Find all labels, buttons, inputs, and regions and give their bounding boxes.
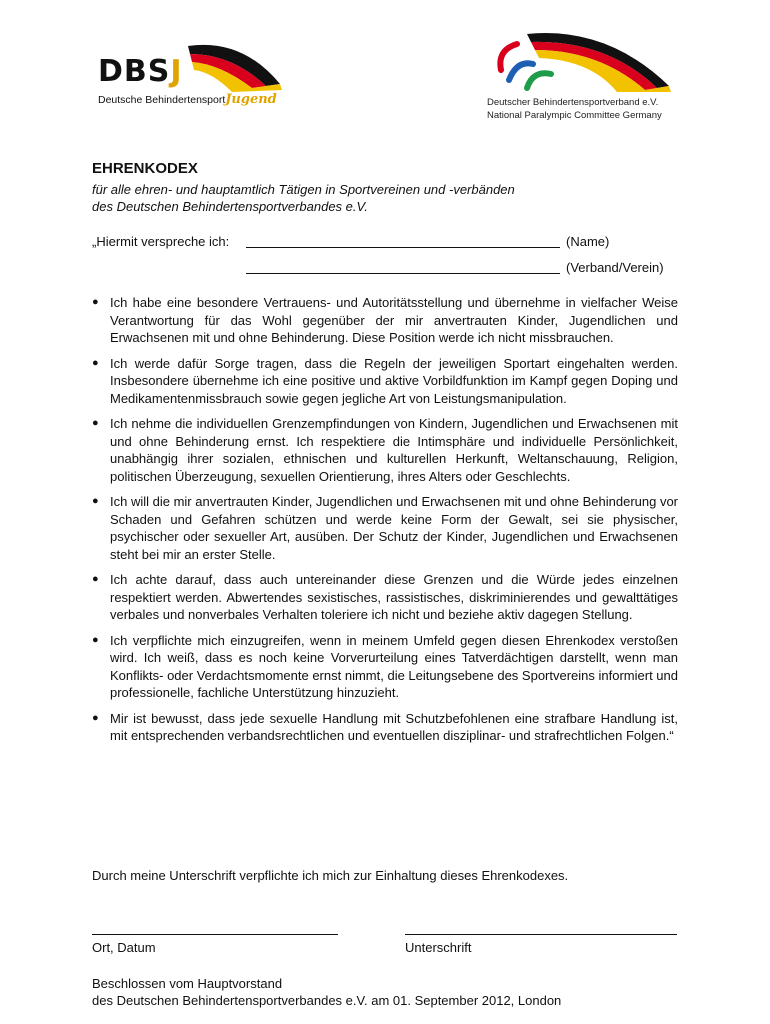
name-label: (Name) xyxy=(566,234,610,249)
name-field[interactable] xyxy=(246,247,560,248)
signature-field[interactable] xyxy=(405,934,677,935)
bullet-icon: ● xyxy=(92,573,99,585)
subtitle-line-1: für alle ehren- und hauptamtlich Tätigen in Sportvereinen und -verbänden xyxy=(92,182,515,197)
bullet-icon: ● xyxy=(92,495,99,507)
bullet-icon: ● xyxy=(92,417,99,429)
footer-line-1: Beschlossen vom Hauptvorstand xyxy=(92,976,283,991)
bullet-icon: ● xyxy=(92,711,99,724)
pledge-list xyxy=(92,294,678,753)
list-item: ● Ich nehme die individuellen Grenzempfindungen von Kindern, Jugendlichen und Erwachsenen mit und ohne Behinderung ernst. Ich respektiere die Intimsphäre und individuelle Persönlichkeit, unabhängig ihrer sozialen, ethnischen und kulturellen Herkunft, Weltanschauung, Religion, politischen Überzeugung, sexuellen Orientierung, ihres Alters oder Geschlechts. xyxy=(92,416,678,484)
dbs-name-de: Deutscher Behindertensportverband e.V. xyxy=(487,97,659,108)
dbsj-wordmark: DBSJ xyxy=(98,54,183,89)
bullet-icon: ● xyxy=(92,356,99,369)
bullet-icon: ● xyxy=(92,633,99,646)
subtitle-line-2: des Deutschen Behindertensportverbandes e.V. xyxy=(92,199,368,214)
list-item: ● Ich verpflichte mich einzugreifen, wenn in meinem Umfeld gegen diesen Ehrenkodex verstoßen wird. Ich weiß, dass es noch keine Vorverurteilung eines Tatverdächtigen darstellt, wenn man Konflikts- oder Verdachtsmomente ernst nimmt, die Leitungsebene des Sportvereins informiert und professionelle, fachliche Unterstützung hinzuzieht. xyxy=(92,632,678,700)
dbs-logo xyxy=(487,30,677,122)
list-item: ● Ich will die mir anvertrauten Kinder, Jugendlichen und Erwachsenen mit und ohne Behinderung vor Schaden und Gefahren schützen und werde keine Form der Gewalt, sei sie physischer, psychischer oder sexueller Art, ausüben. Der Schutz der Kinder, Jugendlichen und Erwachsenen steht bei mir an erster Stelle. xyxy=(92,494,679,562)
list-item: ● Ich achte darauf, dass auch untereinander diese Grenzen und die Würde jedes einzelnen respektiert werden. Abwertendes sexistisches, rassistisches, diskriminierendes und gewalttätiges verbales und nonverbales Verhalten toleriere ich nicht und beziehe aktiv dagegen Stellung. xyxy=(92,572,678,622)
dbs-name xyxy=(487,96,662,122)
dbsj-logo xyxy=(92,40,292,120)
document-title: EHRENKODEX xyxy=(92,160,198,177)
list-item: ● Ich habe eine besondere Vertrauens- und Autoritätsstellung und übernehme in vielfacher Weise Verantwortung für das Wohl gegenüber der mir anvertrauten Kinder, Jugendlichen und Erwachsenen mit und ohne Behinderung. Diese Position werde ich nicht missbrauchen. xyxy=(92,295,678,345)
paralympic-agitos-icon xyxy=(487,30,677,94)
list-item: ● Ich werde dafür Sorge tragen, dass die Regeln der jeweiligen Sportart eingehalten werden. Insbesondere übernehme ich eine positive und aktive Vorbildfunktion im Kampf gegen Doping und Medikamentenmissbrauch sowie gegen jegliche Art von Leistungsmanipulation. xyxy=(92,355,678,406)
dbs-name-en: National Paralympic Committee Germany xyxy=(487,110,662,121)
place-date-field[interactable] xyxy=(92,934,338,935)
footer-line-2: des Deutschen Behindertensportverbandes e.V. am 01. September 2012, London xyxy=(92,993,562,1008)
closing-statement: Durch meine Unterschrift verpflichte ich mich zur Einhaltung dieses Ehrenkodexes. xyxy=(92,868,569,883)
document-subtitle xyxy=(92,181,692,215)
bullet-icon: ● xyxy=(92,296,99,308)
dbsj-subtitle: Deutsche BehindertensportJugend xyxy=(98,92,277,107)
list-item: ● Mir ist bewusst, dass jede sexuelle Handlung mit Schutzbefohlenen eine strafbare Handlung ist, mit entsprechenden verbandsrechtlichen und eventuellen disziplinar- und strafrechtlichen Folgen.“ xyxy=(92,710,678,743)
place-date-label: Ort, Datum xyxy=(92,940,156,955)
club-field[interactable] xyxy=(246,273,560,274)
club-label: (Verband/Verein) xyxy=(566,260,664,275)
footer xyxy=(92,975,561,1009)
signature-label: Unterschrift xyxy=(405,940,472,955)
pledge-label: „Hiermit verspreche ich: xyxy=(92,234,230,249)
